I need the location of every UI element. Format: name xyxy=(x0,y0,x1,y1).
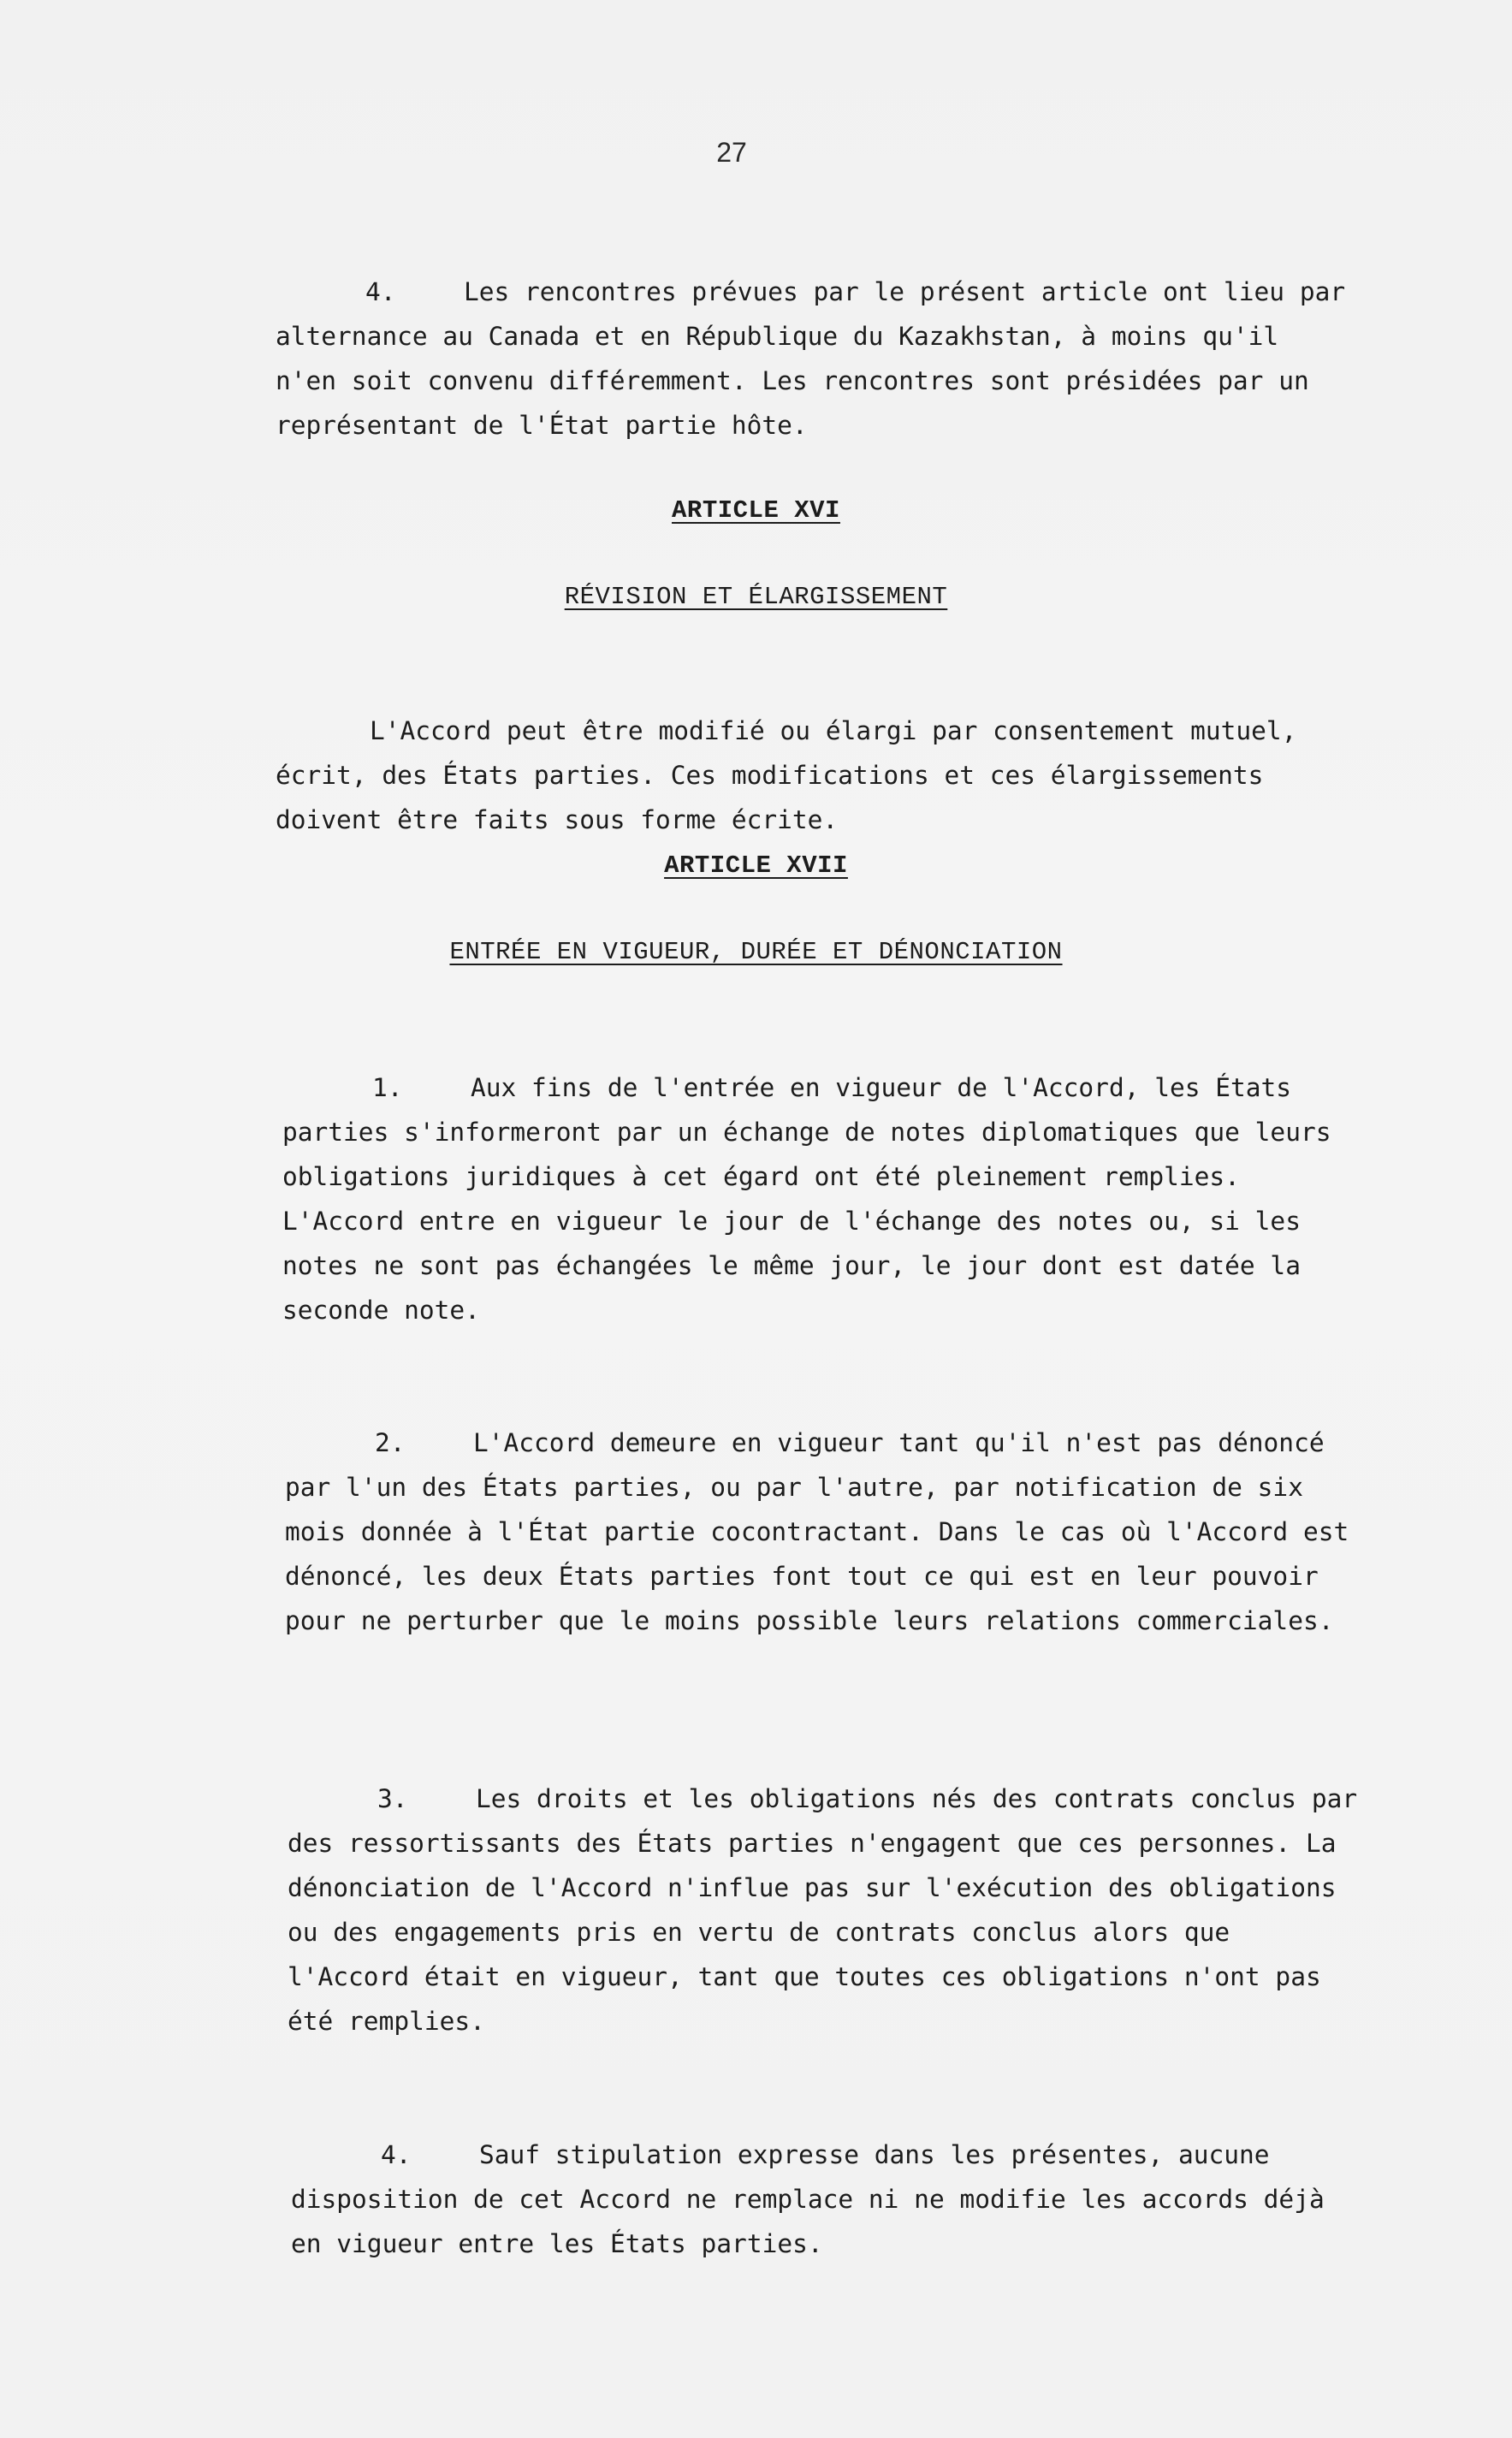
paragraph-number: 3. xyxy=(377,1784,408,1813)
article-xvii-paragraph-4 xyxy=(291,2088,1369,2266)
paragraph-text: Aux fins de l'entrée en vigueur de l'Accord, les États parties s'informeront par un échange de notes diplomatiques que leurs obligations juridiques à cet égard ont été pleinement remplies. L'Accord entre en vigueur le jour de l'échange des notes ou, si les notes ne sont pas échangées le même jour, le jour dont est datée la seconde note. xyxy=(282,1073,1331,1325)
article-xvi-heading: ARTICLE XVI xyxy=(672,496,840,525)
paragraph-text: L'Accord demeure en vigueur tant qu'il n'est pas dénoncé par l'un des États parties, ou par l'autre, par notification de six mois donnée à l'État partie cocontractant. Dans le cas où l'Accord est dénoncé, les deux États parties font tout ce qui est en leur pouvoir pour ne perturber que le moins possible leurs relations commerciales. xyxy=(285,1428,1349,1635)
page-number: 27 xyxy=(716,137,747,168)
article-xvii-subheading: ENTRÉE EN VIGUEUR, DURÉE ET DÉNONCIATION xyxy=(449,938,1063,966)
article-xvii-paragraph-2 xyxy=(285,1376,1363,1643)
paragraph-number: 4. xyxy=(381,2140,412,2169)
article-xvi-paragraph xyxy=(276,664,1354,842)
article-xvi-subheading: RÉVISION ET ÉLARGISSEMENT xyxy=(564,583,948,611)
paragraph-number: 2. xyxy=(375,1428,406,1457)
article-xv-paragraph-4 xyxy=(276,225,1354,448)
paragraph-number: 1. xyxy=(372,1073,403,1102)
paragraph-number: 4. xyxy=(365,277,396,306)
article-xvii-heading: ARTICLE XVII xyxy=(664,851,848,880)
article-xvii-paragraph-3 xyxy=(288,1732,1366,2044)
paragraph-text: L'Accord peut être modifié ou élargi par consentement mutuel, écrit, des États parties. Ces modifications et ces élargissements doivent être faits sous forme écrite. xyxy=(276,716,1297,834)
article-xvii-paragraph-1 xyxy=(282,1021,1361,1332)
paragraph-text: Les droits et les obligations nés des contrats conclus par des ressortissants des États parties n'engagent que ces personnes. La dénonciation de l'Accord n'influe pas sur l'exécution des obligations ou des engagements pris en vertu de contrats conclus alors que l'Accord était en vigueur, tant que toutes ces obligations n'ont pas été remplies. xyxy=(288,1784,1358,2036)
paragraph-text: Les rencontres prévues par le présent article ont lieu par alternance au Canada et en République du Kazakhstan, à moins qu'il n'en soit convenu différemment. Les rencontres sont présidées par un représentant de l'État partie hôte. xyxy=(276,277,1346,440)
paragraph-text: Sauf stipulation expresse dans les présentes, aucune disposition de cet Accord ne remplace ni ne modifie les accords déjà en vigueur entre les États parties. xyxy=(291,2140,1325,2258)
